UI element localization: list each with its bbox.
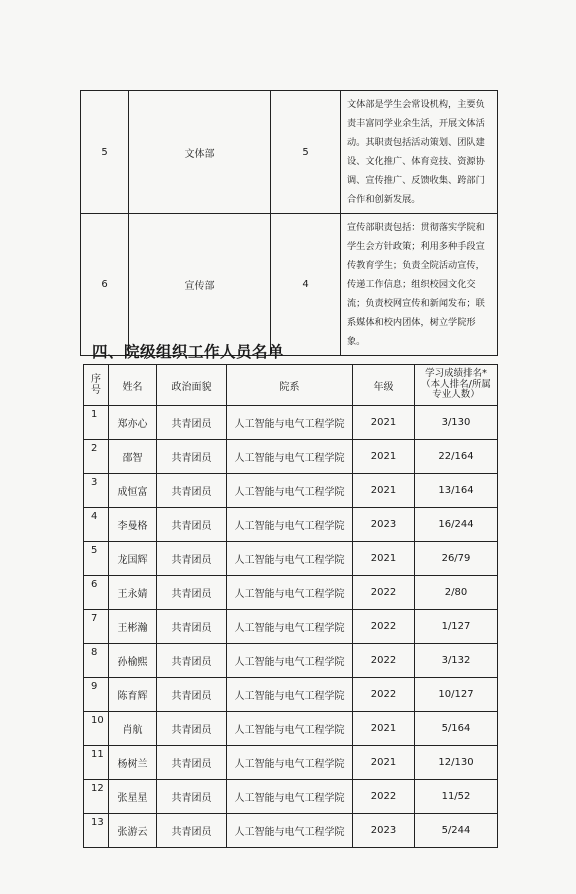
staff-table-body (84, 406, 498, 848)
header-grade: 年级 (353, 365, 415, 406)
department-member-count: 5 (271, 91, 341, 214)
row-name: 陈育辉 (109, 678, 157, 712)
row-name: 孙榆熙 (109, 644, 157, 678)
header-seq-line1: 序 (91, 374, 101, 385)
row-seq: 7 (84, 610, 109, 644)
row-politics: 共青团员 (157, 576, 227, 610)
row-college: 人工智能与电气工程学院 (227, 440, 353, 474)
row-name: 王彬瀚 (109, 610, 157, 644)
row-politics: 共青团员 (157, 474, 227, 508)
row-rank: 2/80 (415, 576, 498, 610)
department-row (81, 214, 498, 356)
header-politics: 政治面貌 (157, 365, 227, 406)
row-rank: 13/164 (415, 474, 498, 508)
table-row (84, 406, 498, 440)
row-rank: 11/52 (415, 780, 498, 814)
row-name: 龙国辉 (109, 542, 157, 576)
row-rank: 3/132 (415, 644, 498, 678)
row-name: 张游云 (109, 814, 157, 848)
row-name: 张星星 (109, 780, 157, 814)
header-college: 院系 (227, 365, 353, 406)
row-politics: 共青团员 (157, 814, 227, 848)
row-name: 郑亦心 (109, 406, 157, 440)
row-grade: 2022 (353, 644, 415, 678)
row-grade: 2021 (353, 440, 415, 474)
department-description: 文体部是学生会常设机构，主要负责丰富同学业余生活，开展文体活动。其职责包括活动策划、团队建设、文化推广、体育竞技、资源协调、宣传推广、反馈收集、跨部门合作和创新发展。 (341, 91, 498, 214)
row-politics: 共青团员 (157, 780, 227, 814)
department-row (81, 91, 498, 214)
row-rank: 12/130 (415, 746, 498, 780)
section-title: 四、院级组织工作人员名单 (92, 343, 285, 361)
staff-table (83, 364, 498, 848)
row-politics: 共青团员 (157, 508, 227, 542)
department-name: 文体部 (129, 91, 271, 214)
table-row (84, 542, 498, 576)
department-name: 宣传部 (129, 214, 271, 356)
row-grade: 2022 (353, 610, 415, 644)
table-row (84, 644, 498, 678)
row-rank: 1/127 (415, 610, 498, 644)
row-seq: 8 (84, 644, 109, 678)
table-row (84, 474, 498, 508)
row-grade: 2022 (353, 576, 415, 610)
row-grade: 2023 (353, 508, 415, 542)
row-rank: 26/79 (415, 542, 498, 576)
table-row (84, 576, 498, 610)
row-seq: 10 (84, 712, 109, 746)
header-seq (84, 365, 109, 406)
row-grade: 2022 (353, 780, 415, 814)
department-description: 宣传部职责包括：贯彻落实学院和学生会方针政策；利用多种手段宣传教育学生；负责全院活动宣传，传递工作信息；组织校园文化交流；负责校网宣传和新闻发布；联系媒体和校内团体，树立学院形象。 (341, 214, 498, 356)
row-college: 人工智能与电气工程学院 (227, 746, 353, 780)
table-row (84, 678, 498, 712)
row-college: 人工智能与电气工程学院 (227, 610, 353, 644)
table-row (84, 746, 498, 780)
row-college: 人工智能与电气工程学院 (227, 678, 353, 712)
row-rank: 10/127 (415, 678, 498, 712)
table-row (84, 814, 498, 848)
staff-table-header (84, 365, 498, 406)
row-rank: 3/130 (415, 406, 498, 440)
table-row (84, 780, 498, 814)
row-politics: 共青团员 (157, 678, 227, 712)
row-college: 人工智能与电气工程学院 (227, 780, 353, 814)
header-name: 姓名 (109, 365, 157, 406)
row-politics: 共青团员 (157, 440, 227, 474)
row-seq: 5 (84, 542, 109, 576)
row-politics: 共青团员 (157, 746, 227, 780)
row-name: 杨树兰 (109, 746, 157, 780)
row-rank: 5/164 (415, 712, 498, 746)
row-seq: 2 (84, 440, 109, 474)
row-grade: 2021 (353, 406, 415, 440)
row-grade: 2023 (353, 814, 415, 848)
row-grade: 2021 (353, 474, 415, 508)
row-grade: 2021 (353, 712, 415, 746)
row-seq: 4 (84, 508, 109, 542)
row-grade: 2021 (353, 542, 415, 576)
row-seq: 1 (84, 406, 109, 440)
table-row (84, 712, 498, 746)
row-rank: 22/164 (415, 440, 498, 474)
row-seq: 9 (84, 678, 109, 712)
table-row (84, 610, 498, 644)
department-number: 6 (81, 214, 129, 356)
table-row (84, 508, 498, 542)
row-politics: 共青团员 (157, 712, 227, 746)
row-politics: 共青团员 (157, 406, 227, 440)
row-politics: 共青团员 (157, 610, 227, 644)
department-number: 5 (81, 91, 129, 214)
row-name: 肖航 (109, 712, 157, 746)
row-name: 成恒富 (109, 474, 157, 508)
row-rank: 16/244 (415, 508, 498, 542)
row-politics: 共青团员 (157, 644, 227, 678)
row-seq: 3 (84, 474, 109, 508)
row-seq: 12 (84, 780, 109, 814)
row-name: 李曼格 (109, 508, 157, 542)
row-seq: 11 (84, 746, 109, 780)
row-name: 邵智 (109, 440, 157, 474)
row-college: 人工智能与电气工程学院 (227, 576, 353, 610)
row-name: 王永婧 (109, 576, 157, 610)
department-table (80, 90, 498, 356)
row-grade: 2021 (353, 746, 415, 780)
row-college: 人工智能与电气工程学院 (227, 644, 353, 678)
department-member-count: 4 (271, 214, 341, 356)
row-seq: 13 (84, 814, 109, 848)
row-grade: 2022 (353, 678, 415, 712)
row-college: 人工智能与电气工程学院 (227, 406, 353, 440)
row-college: 人工智能与电气工程学院 (227, 542, 353, 576)
header-rank: 学习成绩排名*（本人排名/所属专业人数） (415, 365, 498, 406)
row-politics: 共青团员 (157, 542, 227, 576)
header-seq-line2: 号 (91, 385, 101, 396)
row-seq: 6 (84, 576, 109, 610)
row-college: 人工智能与电气工程学院 (227, 814, 353, 848)
row-college: 人工智能与电气工程学院 (227, 712, 353, 746)
row-college: 人工智能与电气工程学院 (227, 474, 353, 508)
table-row (84, 440, 498, 474)
row-college: 人工智能与电气工程学院 (227, 508, 353, 542)
row-rank: 5/244 (415, 814, 498, 848)
